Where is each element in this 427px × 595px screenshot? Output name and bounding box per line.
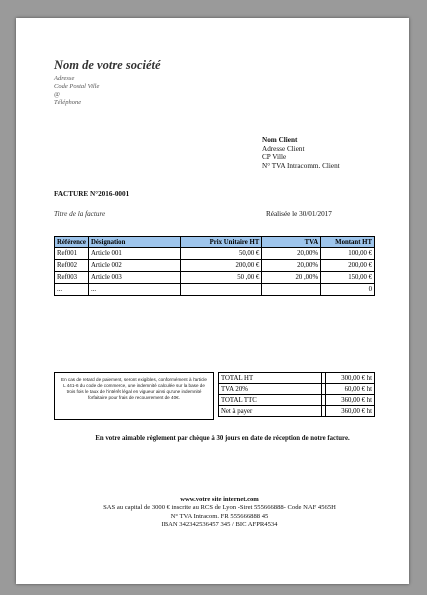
totals-row [219,384,375,395]
header-designation: Désignation [88,237,180,248]
footer-legal: SAS au capital de 3000 € inscrite au RCS de Lyon -Siret 555666888- Code NAF 4565H [103,504,336,512]
cell-designation: Article 003 [88,272,180,284]
totals-value: 300,00 € ht [326,373,375,384]
cell-vat: 20 ,00% [262,272,321,284]
payment-note: En votre aimable règlement par chèque à 30 jours en date de réception de notre facture. [95,435,350,442]
footer [16,496,409,530]
cell-unit-price: 50,00 € [180,248,262,260]
company-address: Adresse [54,75,75,82]
company-phone: Téléphone [54,99,82,106]
cell-vat [262,284,321,296]
totals-label: Net à payer [219,406,322,417]
invoice-number: FACTURE N°2016-0001 [54,190,130,198]
company-name: Nom de votre société [54,58,161,72]
totals-row [219,373,375,384]
cell-amount: 100,00 € [321,248,375,260]
cell-reference: Ref003 [55,272,89,284]
invoice-title: Titre de la facture [54,210,106,218]
totals-row [219,406,375,417]
table-row [55,260,375,272]
late-payment-notice: En cas de retard de paiement, seront exigibles, conformément à l'article L 441-6 du code de commerce, une indemnité calculée sur la base de trois fois le taux de l'intérêt légal en vigueur ainsi qu'une indemnité forfaitaire pour frais de recouvrement de 40€. [54,372,214,420]
totals-table [218,372,375,417]
footer-vat: N° TVA Intracom. FR 555666888 45 [170,512,269,520]
cell-reference: Ref001 [55,248,89,260]
header-vat: TVA [262,237,321,248]
cell-reference: ... [55,284,89,296]
cell-vat: 20,00% [262,248,321,260]
client-address: Adresse Client [262,144,305,153]
table-row [55,248,375,260]
totals-label: TOTAL HT [219,373,322,384]
totals-value: 60,00 € ht [326,384,375,395]
client-city: CP Ville [262,153,287,162]
cell-vat: 20,00% [262,260,321,272]
header-unit-price: Prix Unitaire HT [180,237,262,248]
cell-designation: Article 002 [88,260,180,272]
client-vat: N° TVA Intracomm. Client [262,161,340,170]
invoice-page [16,18,409,584]
totals-label: TVA 20% [219,384,322,395]
cell-unit-price: 50 ,00 € [180,272,262,284]
cell-amount: 0 [321,284,375,296]
cell-amount: 150,00 € [321,272,375,284]
client-block [262,136,340,170]
company-city: Code Postal Ville [54,83,100,90]
cell-unit-price: 200,00 € [180,260,262,272]
table-row [55,272,375,284]
items-header-row [55,237,375,248]
invoice-date: Réalisée le 30/01/2017 [266,210,332,218]
company-address-block [54,75,99,107]
totals-value: 360,00 € ht [326,406,375,417]
cell-designation: ... [88,284,180,296]
header-amount: Montant HT [321,237,375,248]
company-email: @ [54,91,60,98]
items-table [54,236,375,296]
cell-designation: Article 001 [88,248,180,260]
footer-iban: IBAN 342342536457 345 / BIC AFPR4534 [161,521,278,529]
cell-amount: 200,00 € [321,260,375,272]
header-reference: Référence [55,237,89,248]
table-row [55,284,375,296]
totals-value: 360,00 € ht [326,395,375,406]
totals-row [219,395,375,406]
cell-reference: Ref002 [55,260,89,272]
totals-label: TOTAL TTC [219,395,322,406]
cell-unit-price [180,284,262,296]
footer-website: www.votre site internet.com [180,496,259,503]
client-name: Nom Client [262,136,298,144]
